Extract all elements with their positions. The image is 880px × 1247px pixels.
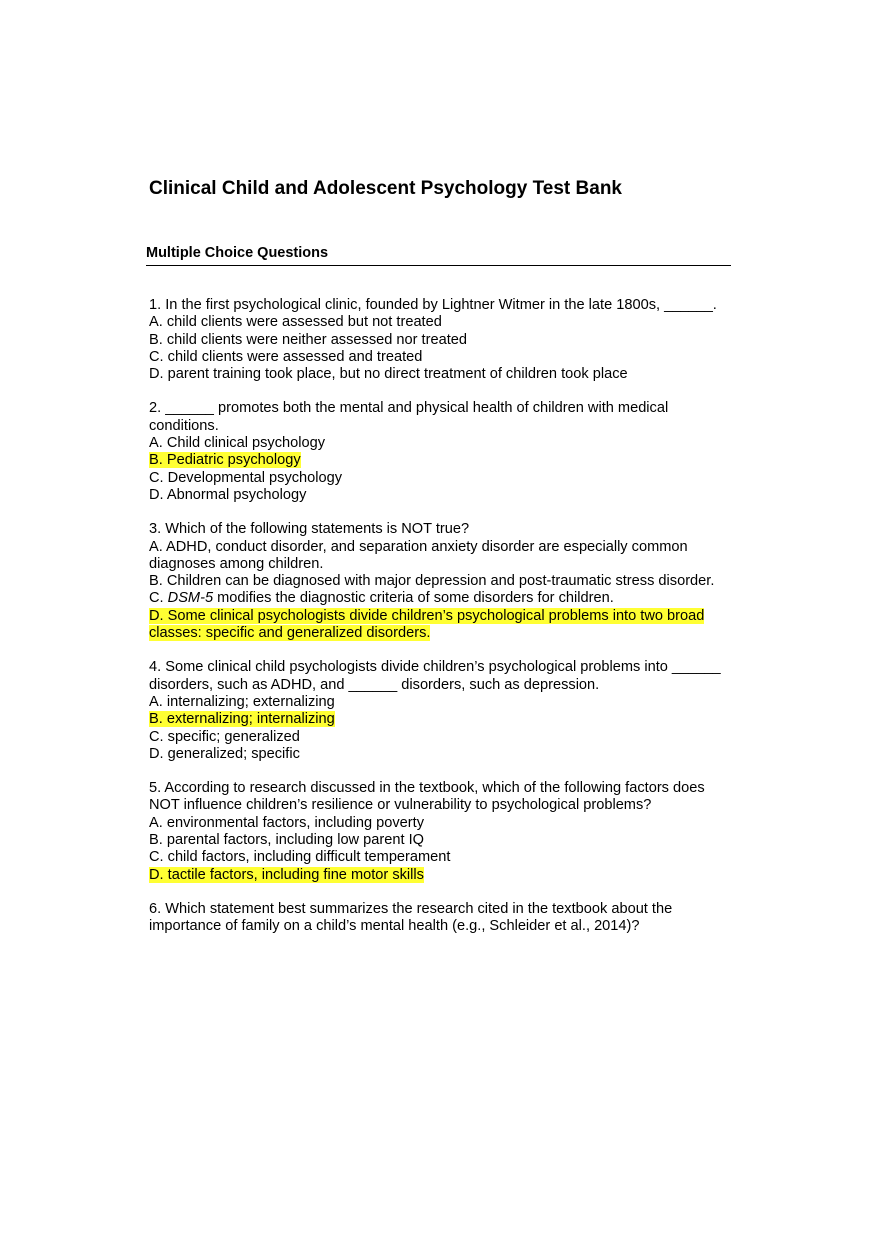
option-a: A. environmental factors, including poverty [149,814,424,831]
question-stem: 5. According to research discussed in the textbook, which of the following factors does NOT influence children’s resilience or vulnerability to psychological problems? [149,780,705,814]
question-list [149,297,734,953]
option-d-highlighted [149,608,734,643]
question-stem: 4. Some clinical child psychologists divide children’s psychological problems into ______ disorders, such as ADHD, and ______ disorders, such as depression. [149,659,721,693]
option-c: C. Developmental psychology [149,469,343,486]
option-rest: modifies the diagnostic criteria of some disorders for children. [213,590,614,607]
question-5 [149,780,734,884]
option-b: B. Children can be diagnosed with major depression and post-traumatic stress disorder. [149,573,715,590]
question-stem: 1. In the first psychological clinic, founded by Lightner Witmer in the late 1800s, ______. [149,297,717,313]
option-d: D. Abnormal psychology [149,486,307,503]
question-6 [149,901,734,936]
option-b: B. child clients were neither assessed nor treated [149,331,467,348]
question-3 [149,521,734,642]
question-stem: 2. ______ promotes both the mental and physical health of children with medical conditions. [149,400,669,434]
option-a: A. Child clinical psychology [149,435,326,452]
option-a: A. child clients were assessed but not treated [149,314,442,331]
option-d-highlighted [149,867,734,884]
question-4 [149,659,734,763]
italic-term: DSM-5 [167,590,214,607]
question-stem: 3. Which of the following statements is NOT true? [149,521,470,538]
option-prefix: C. [149,590,168,607]
question-stem: 6. Which statement best summarizes the research cited in the textbook about the importance of family on a child’s mental health (e.g., Schleider et al., 2014)? [149,900,673,935]
option-b: B. parental factors, including low parent IQ [149,832,424,849]
answer-highlight: D. Some clinical psychologists divide children’s psychological problems into two broad classes: specific and generalized disorders. [149,607,705,642]
option-b-highlighted [149,452,734,469]
option-b-highlighted [149,711,734,728]
answer-highlight: D. tactile factors, including fine motor skills [149,866,424,883]
option-c: C. specific; generalized [149,728,300,745]
page-title: Clinical Child and Adolescent Psychology Test Bank [149,178,622,199]
option-c: C. child factors, including difficult temperament [149,849,451,866]
answer-highlight: B. Pediatric psychology [149,452,301,469]
question-1 [149,297,734,383]
answer-highlight: B. externalizing; internalizing [149,711,335,728]
question-2 [149,400,734,504]
option-a: A. ADHD, conduct disorder, and separation anxiety disorder are especially common diagnoses among children. [149,538,688,572]
section-heading: Multiple Choice Questions [146,245,731,266]
option-c: C. child clients were assessed and treated [149,348,423,365]
option-a: A. internalizing; externalizing [149,693,335,710]
option-c [149,590,734,607]
option-d: D. parent training took place, but no direct treatment of children took place [149,366,628,383]
option-d: D. generalized; specific [149,745,300,762]
